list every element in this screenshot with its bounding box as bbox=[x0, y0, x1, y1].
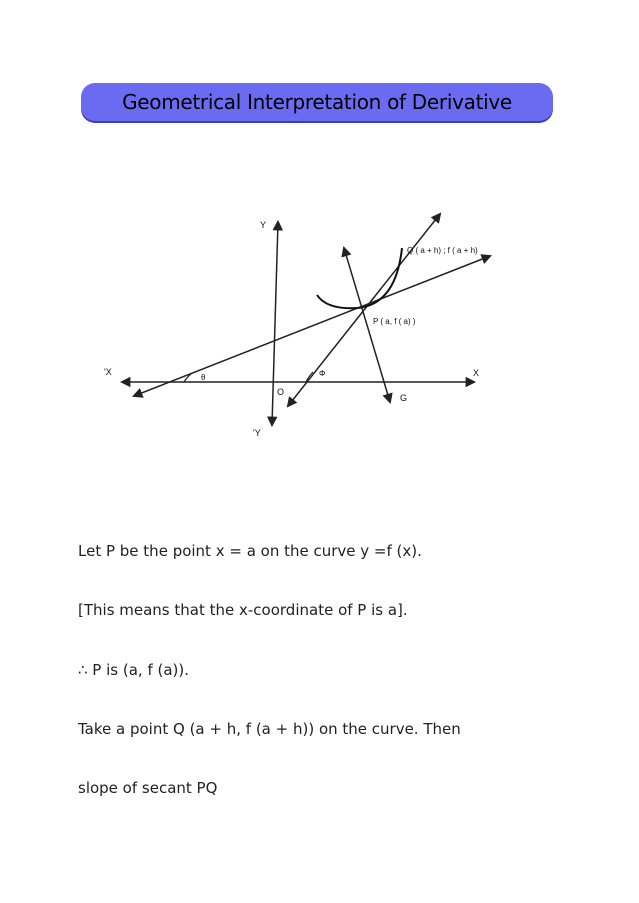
angle-phi-arc bbox=[306, 372, 313, 382]
tangent-line bbox=[288, 214, 440, 406]
point-q-label: Q ( a + h) ; f ( a + h) bbox=[407, 246, 478, 255]
phi-label: Φ bbox=[319, 369, 326, 378]
x-axis-neg-label: 'X bbox=[104, 367, 112, 377]
origin-label: O bbox=[277, 387, 285, 397]
paragraph-4: Take a point Q (a + h, f (a + h)) on the curve. Then bbox=[78, 720, 461, 738]
y-axis-label: Y bbox=[260, 220, 267, 230]
point-p-label: P ( a, f ( a) ) bbox=[373, 317, 416, 326]
y-axis-neg-label: 'Y bbox=[253, 428, 261, 438]
paragraph-5: slope of secant PQ bbox=[78, 779, 218, 797]
point-g-label: G bbox=[400, 393, 408, 403]
paragraph-2: [This means that the x-coordinate of P is a]. bbox=[78, 601, 408, 619]
theta-label: θ bbox=[201, 373, 206, 382]
page-title: Geometrical Interpretation of Derivative bbox=[122, 90, 512, 114]
x-axis-label: X bbox=[473, 368, 480, 378]
paragraph-1: Let P be the point x = a on the curve y =f (x). bbox=[78, 542, 422, 560]
paragraph-3: ∴ P is (a, f (a)). bbox=[78, 661, 190, 679]
